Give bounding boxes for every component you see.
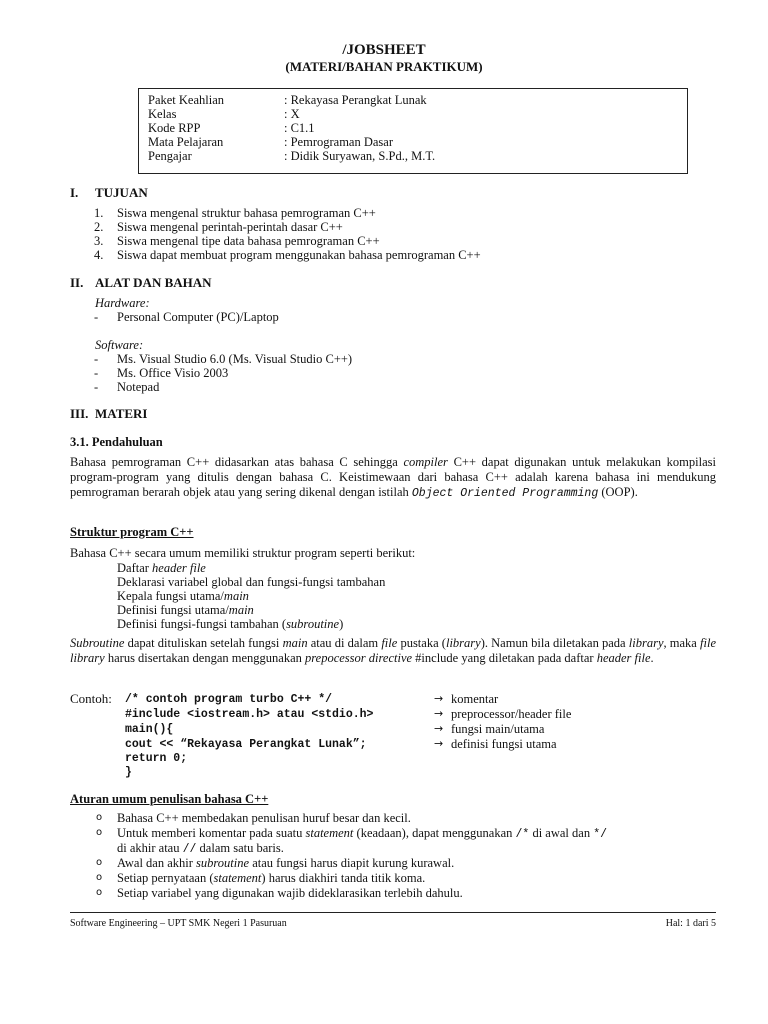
section-heading-materi: MATERI (95, 406, 148, 421)
code-line: main(){ (125, 723, 174, 736)
hardware-label: Hardware: (95, 296, 150, 310)
software-label: Software: (95, 338, 144, 352)
dash-bullet: - (94, 380, 99, 394)
dash-bullet: - (94, 310, 99, 324)
page-title: /JOBSHEET (342, 42, 426, 58)
text-run: . (650, 651, 654, 665)
aturan-item (117, 871, 425, 885)
text-run: Daftar (117, 561, 153, 575)
struktur-heading: Struktur program C++ (70, 525, 194, 539)
text-run: Definisi fungsi-fungsi tambahan ( (117, 617, 287, 631)
code-note: preprocessor/header file (451, 707, 572, 721)
text-run: (OOP). (598, 485, 638, 499)
text-run: , maka (663, 636, 701, 650)
list-item: Siswa dapat membuat program menggunakan bahasa pemrograman C++ (117, 248, 481, 262)
text-run: #include yang diletakan pada daftar (412, 651, 597, 665)
text-run: di awal dan (529, 826, 594, 840)
code-line: #include <iostream.h> atau <stdio.h> (125, 708, 374, 721)
text-run: header file (152, 561, 206, 575)
arrow-icon: → (434, 737, 444, 750)
text-run: Definisi fungsi utama/ (117, 603, 229, 617)
dash-bullet: - (94, 366, 99, 380)
code-note: definisi fungsi utama (451, 737, 557, 751)
struktur-item (117, 561, 206, 575)
text-run: header file (596, 651, 651, 665)
list-item: Notepad (117, 380, 160, 394)
text-run: Object Oriented Programming (411, 487, 599, 500)
info-key: Kode RPP (148, 121, 201, 135)
info-key: Pengajar (148, 149, 192, 163)
aturan-item (117, 841, 284, 857)
text-run: di akhir atau (117, 841, 183, 855)
text-run: subroutine (286, 617, 340, 631)
struktur-item (117, 589, 249, 603)
code-line: return 0; (125, 752, 188, 765)
code-line: } (125, 766, 132, 779)
list-item: Ms. Visual Studio 6.0 (Ms. Visual Studio C++) (117, 352, 353, 366)
list-item: Ms. Office Visio 2003 (117, 366, 229, 380)
text-run: Setiap variabel yang digunakan wajib dideklarasikan terlebih dahulu. (117, 886, 463, 900)
struktur-item (117, 575, 385, 589)
text-run: (keadaan), dapat menggunakan (353, 826, 516, 840)
text-run: // (182, 843, 197, 856)
contoh-label: Contoh: (70, 691, 112, 706)
info-value: : Rekayasa Perangkat Lunak (284, 93, 427, 107)
list-item: Personal Computer (PC)/Laptop (117, 310, 279, 324)
text-run: atau fungsi harus diapit kurung kurawal. (249, 856, 455, 870)
text-run: Setiap pernyataan ( (117, 871, 214, 885)
info-value: : X (284, 107, 300, 121)
list-item: Siswa mengenal tipe data bahasa pemrograman C++ (117, 234, 380, 248)
aturan-heading: Aturan umum penulisan bahasa C++ (70, 792, 269, 806)
bullet-icon: o (96, 872, 103, 883)
subroutine-paragraph (70, 636, 716, 666)
list-number: 2. (94, 220, 104, 234)
list-item: Siswa mengenal perintah-perintah dasar C++ (117, 220, 343, 234)
code-line: cout << “Rekayasa Perangkat Lunak”; (125, 738, 367, 751)
list-number: 3. (94, 234, 104, 248)
info-value: : Pemrograman Dasar (284, 135, 393, 149)
text-run: */ (593, 828, 608, 841)
text-run: pustaka ( (397, 636, 446, 650)
arrow-icon: → (434, 707, 444, 720)
text-run: Kepala fungsi utama/ (117, 589, 224, 603)
struktur-item (117, 617, 343, 631)
footer-divider (70, 912, 716, 913)
dash-bullet: - (94, 352, 99, 366)
text-run: file (381, 636, 398, 650)
code-line: /* contoh program turbo C++ */ (125, 693, 333, 706)
subsection-heading: 3.1. Pendahuluan (70, 435, 163, 449)
text-run: main (223, 589, 249, 603)
text-run: Subroutine (70, 636, 125, 650)
info-value: : Didik Suryawan, S.Pd., M.T. (284, 149, 436, 163)
text-run: library (628, 636, 664, 650)
footer-left: Software Engineering – UPT SMK Negeri 1 Pasuruan (70, 918, 287, 929)
text-run: dalam satu baris. (196, 841, 284, 855)
intro-paragraph (70, 455, 716, 501)
text-run: main (282, 636, 308, 650)
code-note: komentar (451, 692, 499, 706)
text-run: ) harus diakhiri tanda titik koma. (261, 871, 426, 885)
code-note: fungsi main/utama (451, 722, 545, 736)
info-value: : C1.1 (284, 121, 315, 135)
list-number: 4. (94, 248, 104, 262)
arrow-icon: → (434, 692, 444, 705)
text-run: Bahasa pemrograman C++ didasarkan atas bahasa C sehingga (70, 455, 404, 469)
text-run: statement (305, 826, 354, 840)
text-run: C++ dapat digunakan untuk melakukan kompilasi program-program yang ditulis dengan bahasa C. Keistimewaan dari bahasa C++ adalah karena bahasa ini mendukung pemrograman berarah objek atau yang sering dikenal dengan istilah (70, 455, 716, 499)
text-run: main (228, 603, 254, 617)
info-key: Kelas (148, 107, 177, 121)
bullet-icon: o (96, 812, 103, 823)
text-run: Deklarasi variabel global dan fungsi-fungsi tambahan (117, 575, 386, 589)
text-run: atau di dalam (307, 636, 382, 650)
text-run: /* (515, 828, 530, 841)
page-subtitle: (MATERI/BAHAN PRAKTIKUM) (285, 59, 483, 74)
text-run: library (445, 636, 481, 650)
list-number: 1. (94, 206, 104, 220)
list-item: Siswa mengenal struktur bahasa pemrograman C++ (117, 206, 376, 220)
footer-page-number: Hal: 1 dari 5 (665, 918, 716, 929)
section-number: II. (70, 275, 84, 290)
text-run: Awal dan akhir (117, 856, 197, 870)
text-run: harus disertakan dengan menggunakan (104, 651, 306, 665)
section-heading-alat: ALAT DAN BAHAN (95, 275, 212, 290)
bullet-icon: o (96, 857, 103, 868)
text-run: file library (70, 636, 716, 665)
bullet-icon: o (96, 887, 103, 898)
text-run: dapat dituliskan setelah fungsi (124, 636, 283, 650)
text-run: ). Namun bila diletakan pada (480, 636, 629, 650)
section-number: III. (70, 406, 89, 421)
aturan-item (117, 826, 607, 842)
aturan-item (117, 856, 454, 870)
aturan-item (117, 811, 411, 825)
bullet-icon: o (96, 827, 103, 838)
info-key: Mata Pelajaran (148, 135, 224, 149)
text-run: compiler (403, 455, 448, 469)
text-run: prepocessor directive (305, 651, 413, 665)
aturan-item (117, 886, 463, 900)
struktur-item (117, 603, 254, 617)
text-run: statement (213, 871, 262, 885)
struktur-intro: Bahasa C++ secara umum memiliki struktur program seperti berikut: (70, 546, 416, 560)
arrow-icon: → (434, 722, 444, 735)
section-number: I. (70, 185, 79, 200)
info-key: Paket Keahlian (148, 93, 225, 107)
text-run: Untuk memberi komentar pada suatu (117, 826, 306, 840)
text-run: subroutine (196, 856, 250, 870)
section-heading-tujuan: TUJUAN (95, 185, 148, 200)
text-run: ) (339, 617, 344, 631)
text-run: Bahasa C++ membedakan penulisan huruf besar dan kecil. (117, 811, 411, 825)
